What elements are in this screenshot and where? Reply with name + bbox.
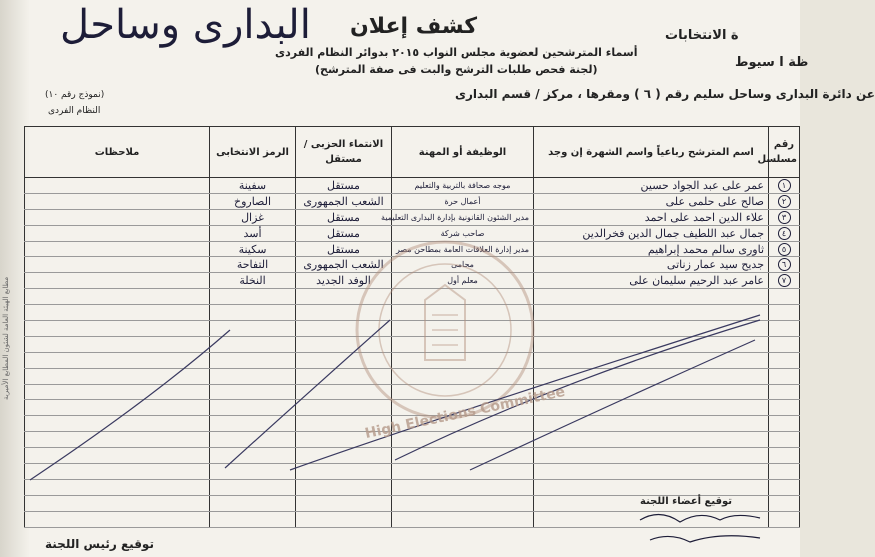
empty-cell xyxy=(534,479,769,495)
row-num: ٤ xyxy=(769,225,800,241)
row-symbol: غزال xyxy=(210,209,296,225)
empty-cell xyxy=(769,495,800,511)
col-header-name: اسم المترشح رباعياً واسم الشهرة إن وجد xyxy=(534,127,769,178)
empty-cell xyxy=(392,432,534,448)
empty-table-row xyxy=(25,368,800,384)
empty-cell xyxy=(534,368,769,384)
empty-table-row xyxy=(25,321,800,337)
empty-cell xyxy=(210,336,296,352)
row-name: جمال عبد اللطيف جمال الدين فخرالدين xyxy=(534,225,769,241)
stamp-caption: High Elections Committee xyxy=(363,383,567,443)
empty-cell xyxy=(534,464,769,480)
empty-cell xyxy=(210,464,296,480)
empty-cell xyxy=(296,336,392,352)
empty-cell xyxy=(392,448,534,464)
row-name: علاء الدين احمد على احمد xyxy=(534,209,769,225)
empty-cell xyxy=(210,305,296,321)
row-notes xyxy=(25,225,210,241)
row-symbol: التفاحة xyxy=(210,257,296,273)
elections-label: ة الانتخابات xyxy=(665,28,739,43)
empty-cell xyxy=(296,352,392,368)
row-job: صاحب شركة xyxy=(392,225,534,241)
empty-table-row xyxy=(25,400,800,416)
handwritten-district-note: البدارى وساحل xyxy=(60,2,311,48)
row-num: ١ xyxy=(769,178,800,194)
col-header-affiliation: الانتماء الحزبى / مستقل xyxy=(296,127,392,178)
empty-cell xyxy=(392,305,534,321)
empty-cell xyxy=(392,495,534,511)
empty-cell xyxy=(25,432,210,448)
empty-table-row xyxy=(25,479,800,495)
row-affiliation: الشعب الجمهورى xyxy=(296,193,392,209)
row-name: ثاورى سالم محمد إبراهيم xyxy=(534,241,769,257)
system-label: النظام الفردى xyxy=(48,106,101,116)
empty-table-row xyxy=(25,336,800,352)
empty-table-row xyxy=(25,448,800,464)
empty-cell xyxy=(296,400,392,416)
table-header-row xyxy=(25,127,800,178)
col-header-notes: ملاحظات xyxy=(25,127,210,178)
row-num: ٥ xyxy=(769,241,800,257)
empty-cell xyxy=(25,448,210,464)
president-signature-label: توقيع رئيس اللجنة xyxy=(45,537,154,551)
row-symbol: النخلة xyxy=(210,273,296,289)
empty-cell xyxy=(25,384,210,400)
empty-cell xyxy=(210,416,296,432)
empty-cell xyxy=(769,305,800,321)
empty-cell xyxy=(25,321,210,337)
empty-cell xyxy=(25,400,210,416)
empty-cell xyxy=(210,479,296,495)
empty-table-row xyxy=(25,289,800,305)
empty-cell xyxy=(25,511,210,527)
table-row xyxy=(25,193,800,209)
empty-cell xyxy=(296,289,392,305)
empty-cell xyxy=(769,336,800,352)
table-row xyxy=(25,241,800,257)
empty-table-row xyxy=(25,464,800,480)
table-row xyxy=(25,257,800,273)
col-header-symbol: الرمز الانتخابى xyxy=(210,127,296,178)
empty-cell xyxy=(210,368,296,384)
empty-cell xyxy=(25,305,210,321)
row-job: أعمال حرة xyxy=(392,193,534,209)
empty-cell xyxy=(769,432,800,448)
row-name: جديح سيد عمار زناتى xyxy=(534,257,769,273)
table-row xyxy=(25,209,800,225)
row-symbol: سفينة xyxy=(210,178,296,194)
empty-cell xyxy=(25,479,210,495)
row-name: عامر عبد الرحيم سليمان على xyxy=(534,273,769,289)
row-num: ٢ xyxy=(769,193,800,209)
empty-cell xyxy=(210,432,296,448)
empty-cell xyxy=(296,321,392,337)
row-affiliation: الوفد الجديد xyxy=(296,273,392,289)
empty-cell xyxy=(769,352,800,368)
table-row xyxy=(25,273,800,289)
empty-cell xyxy=(392,479,534,495)
empty-cell xyxy=(769,479,800,495)
empty-cell xyxy=(296,495,392,511)
row-notes xyxy=(25,178,210,194)
empty-cell xyxy=(210,400,296,416)
row-symbol: الصاروخ xyxy=(210,193,296,209)
row-affiliation: الشعب الجمهورى xyxy=(296,257,392,273)
row-job: موجه صحافة بالتربية والتعليم xyxy=(392,178,534,194)
empty-cell xyxy=(769,289,800,305)
empty-cell xyxy=(210,352,296,368)
row-affiliation: مستقل xyxy=(296,178,392,194)
empty-cell xyxy=(25,336,210,352)
empty-cell xyxy=(534,400,769,416)
empty-table-row xyxy=(25,511,800,527)
empty-cell xyxy=(25,352,210,368)
empty-cell xyxy=(392,289,534,305)
row-notes xyxy=(25,273,210,289)
empty-table-row xyxy=(25,305,800,321)
empty-cell xyxy=(25,495,210,511)
empty-cell xyxy=(25,289,210,305)
row-job: محامى xyxy=(392,257,534,273)
row-symbol: سكينة xyxy=(210,241,296,257)
empty-cell xyxy=(769,368,800,384)
empty-cell xyxy=(534,416,769,432)
empty-cell xyxy=(296,464,392,480)
committee-line: (لجنة فحص طلبات الترشح والبت فى صفة المترشح) xyxy=(315,63,598,76)
empty-cell xyxy=(392,336,534,352)
empty-table-row xyxy=(25,384,800,400)
empty-cell xyxy=(534,305,769,321)
row-notes xyxy=(25,241,210,257)
empty-cell xyxy=(392,511,534,527)
empty-cell xyxy=(392,464,534,480)
form-number: (نموذج رقم ١٠) xyxy=(45,90,105,100)
empty-cell xyxy=(210,321,296,337)
empty-cell xyxy=(25,368,210,384)
table-row xyxy=(25,178,800,194)
empty-cell xyxy=(210,448,296,464)
row-job: مدير إدارة العلاقات العامة بمطاحن مصر xyxy=(392,241,534,257)
empty-cell xyxy=(210,511,296,527)
empty-cell xyxy=(296,511,392,527)
empty-cell xyxy=(534,448,769,464)
printer-side-note: مطابع الهيئة العامة لشئون المطابع الأميرية xyxy=(2,276,10,400)
empty-cell xyxy=(534,432,769,448)
row-notes xyxy=(25,257,210,273)
row-affiliation: مستقل xyxy=(296,209,392,225)
empty-cell xyxy=(296,384,392,400)
empty-cell xyxy=(534,384,769,400)
row-affiliation: مستقل xyxy=(296,241,392,257)
empty-cell xyxy=(534,321,769,337)
row-name: عمر على عبد الجواد حسين xyxy=(534,178,769,194)
empty-cell xyxy=(392,321,534,337)
col-header-job: الوظيفة أو المهنة xyxy=(392,127,534,178)
members-signature-label: توقيع أعضاء اللجنة xyxy=(640,496,733,507)
candidates-table xyxy=(24,126,800,528)
empty-cell xyxy=(769,400,800,416)
empty-cell xyxy=(296,305,392,321)
empty-cell xyxy=(534,289,769,305)
empty-cell xyxy=(534,352,769,368)
table-row xyxy=(25,225,800,241)
empty-cell xyxy=(769,448,800,464)
row-num: ٣ xyxy=(769,209,800,225)
row-notes xyxy=(25,209,210,225)
governorate-label: ظة ا سيوط xyxy=(735,55,809,70)
empty-cell xyxy=(392,352,534,368)
empty-cell xyxy=(210,495,296,511)
empty-cell xyxy=(210,384,296,400)
empty-cell xyxy=(534,511,769,527)
row-job: مدير الشئون القانونية بإدارة البدارى التعليمية xyxy=(392,209,534,225)
empty-cell xyxy=(210,289,296,305)
empty-cell xyxy=(769,511,800,527)
page-title: كشف إعلان xyxy=(350,14,478,39)
empty-cell xyxy=(769,321,800,337)
row-num: ٦ xyxy=(769,257,800,273)
district-line: عن دائرة البدارى وساحل سليم رقم ( ٦ ) ومقرها ، مركز / قسم البدارى xyxy=(455,87,875,101)
empty-cell xyxy=(296,368,392,384)
empty-cell xyxy=(534,336,769,352)
empty-table-row xyxy=(25,352,800,368)
col-header-num: رقم مسلسل xyxy=(769,127,800,178)
empty-table-row xyxy=(25,432,800,448)
empty-cell xyxy=(25,464,210,480)
empty-cell xyxy=(769,384,800,400)
row-name: صالح على حلمى على xyxy=(534,193,769,209)
row-job: معلم أول xyxy=(392,273,534,289)
empty-cell xyxy=(769,416,800,432)
row-num: ٧ xyxy=(769,273,800,289)
empty-cell xyxy=(25,416,210,432)
empty-cell xyxy=(392,368,534,384)
page-subtitle: أسماء المترشحين لعضوية مجلس النواب ٢٠١٥ بدوائر النظام الفردى xyxy=(275,46,638,59)
empty-cell xyxy=(296,479,392,495)
row-notes xyxy=(25,193,210,209)
row-symbol: أسد xyxy=(210,225,296,241)
empty-cell xyxy=(769,464,800,480)
row-affiliation: مستقل xyxy=(296,225,392,241)
empty-cell xyxy=(296,448,392,464)
